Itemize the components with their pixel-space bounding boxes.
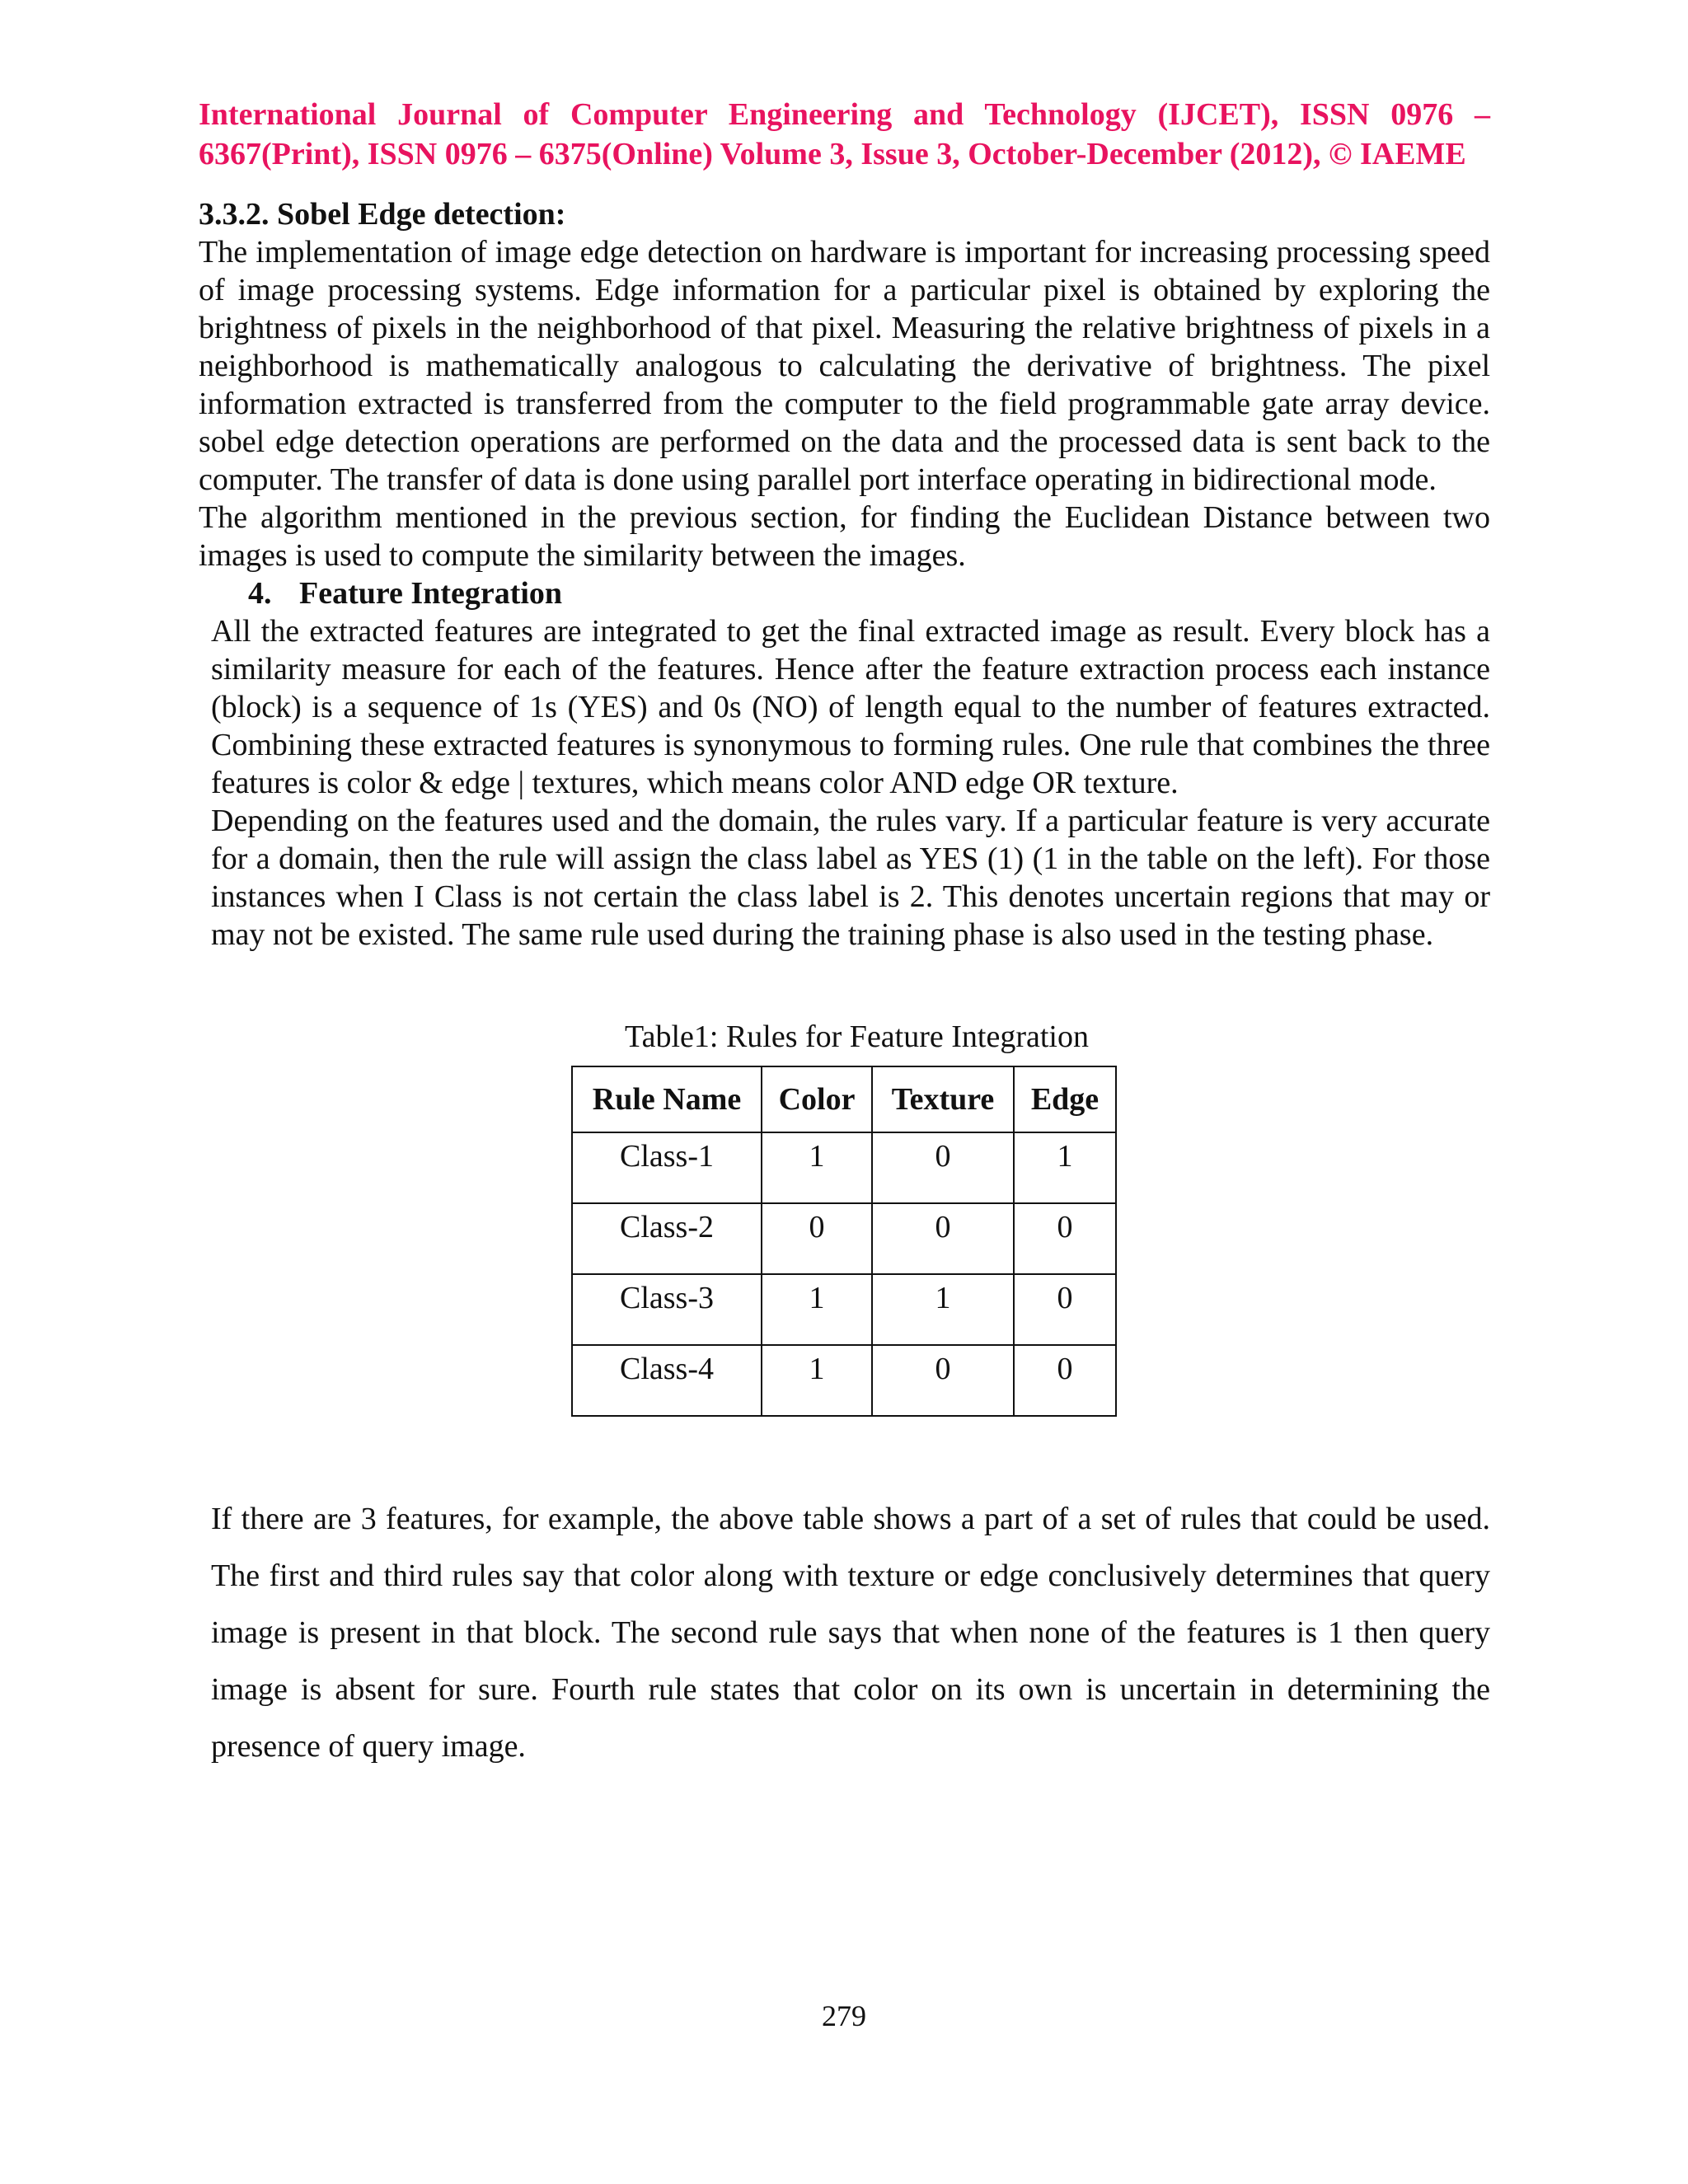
column-header-edge: Edge	[1014, 1066, 1116, 1132]
table-cell: Class-4	[572, 1345, 762, 1416]
column-header-texture: Texture	[872, 1066, 1014, 1132]
table-cell: 0	[872, 1203, 1014, 1274]
paragraph-feature-integration-2: Depending on the features used and the domain, the rules vary. If a particular feature is very accurate for a domain, then the rule will assign the class label as YES (1) (1 in the table on the left). For those instances when I Class is not certain the class label is 2. This denotes uncertain regions that may or may not be existed. The same rule used during the training phase is also used in the testing phase.	[211, 804, 1490, 952]
page-number: 279	[822, 1999, 866, 2032]
table-cell: Class-2	[572, 1203, 762, 1274]
section-title: Feature Integration	[299, 576, 563, 611]
column-header-color: Color	[762, 1066, 872, 1132]
section-heading-feature-integration	[248, 574, 1490, 612]
rules-table	[571, 1066, 1117, 1417]
table-row	[572, 1203, 1116, 1274]
table-header-row	[572, 1066, 1116, 1132]
paragraph-sobel-1: The implementation of image edge detection on hardware is important for increasing processing speed of image processing systems. Edge information for a particular pixel is obtained by exploring the brightness of pixels in the neighborhood of that pixel. Measuring the relative brightness of pixels in a neighborhood is mathematically analogous to calculating the derivative of brightness. The pixel information extracted is transferred from the computer to the field programmable gate array device. sobel edge detection operations are performed on the data and the processed data is sent back to the computer. The transfer of data is done using parallel port interface operating in bidirectional mode.	[199, 235, 1490, 497]
journal-header: International Journal of Computer Engineering and Technology (IJCET), ISSN 0976 – 6367(Print), ISSN 0976 – 6375(Online) Volume 3, Issue 3, October-December (2012), © IAEME	[199, 97, 1490, 171]
section-heading-sobel: 3.3.2. Sobel Edge detection:	[199, 197, 566, 232]
paragraph-feature-integration-1: All the extracted features are integrated to get the final extracted image as result. Every block has a similarity measure for each of the features. Hence after the feature extraction process each instance (block) is a sequence of 1s (YES) and 0s (NO) of length equal to the number of features extracted. Combining these extracted features is synonymous to forming rules. One rule that combines the three features is color & edge | textures, which means color AND edge OR texture.	[211, 614, 1490, 800]
table-row	[572, 1274, 1116, 1345]
table-cell: 0	[1014, 1274, 1116, 1345]
table-cell: 0	[872, 1345, 1014, 1416]
table-row	[572, 1132, 1116, 1203]
table-caption: Table1: Rules for Feature Integration	[625, 1019, 1089, 1054]
table-cell: 1	[872, 1274, 1014, 1345]
table-cell: 0	[872, 1132, 1014, 1203]
section-number: 4.	[248, 576, 272, 611]
table-cell: 1	[1014, 1132, 1116, 1203]
page-content	[199, 95, 1490, 1775]
table-cell: 1	[762, 1274, 872, 1345]
table-cell: Class-1	[572, 1132, 762, 1203]
table-cell: 0	[1014, 1345, 1116, 1416]
paragraph-rules-explanation: If there are 3 features, for example, the above table shows a part of a set of rules that could be used. The first and third rules say that color along with texture or edge conclusively determines that query image is present in that block. The second rule says that when none of the features is 1 then query image is absent for sure. Fourth rule states that color on its own is uncertain in determining the presence of query image.	[211, 1502, 1490, 1764]
column-header-rule-name: Rule Name	[572, 1066, 762, 1132]
table-cell: 0	[1014, 1203, 1116, 1274]
table-cell: 1	[762, 1345, 872, 1416]
table-cell: 0	[762, 1203, 872, 1274]
table-cell: 1	[762, 1132, 872, 1203]
table-row	[572, 1345, 1116, 1416]
table-cell: Class-3	[572, 1274, 762, 1345]
paragraph-sobel-2: The algorithm mentioned in the previous section, for finding the Euclidean Distance between two images is used to compute the similarity between the images.	[199, 500, 1490, 573]
